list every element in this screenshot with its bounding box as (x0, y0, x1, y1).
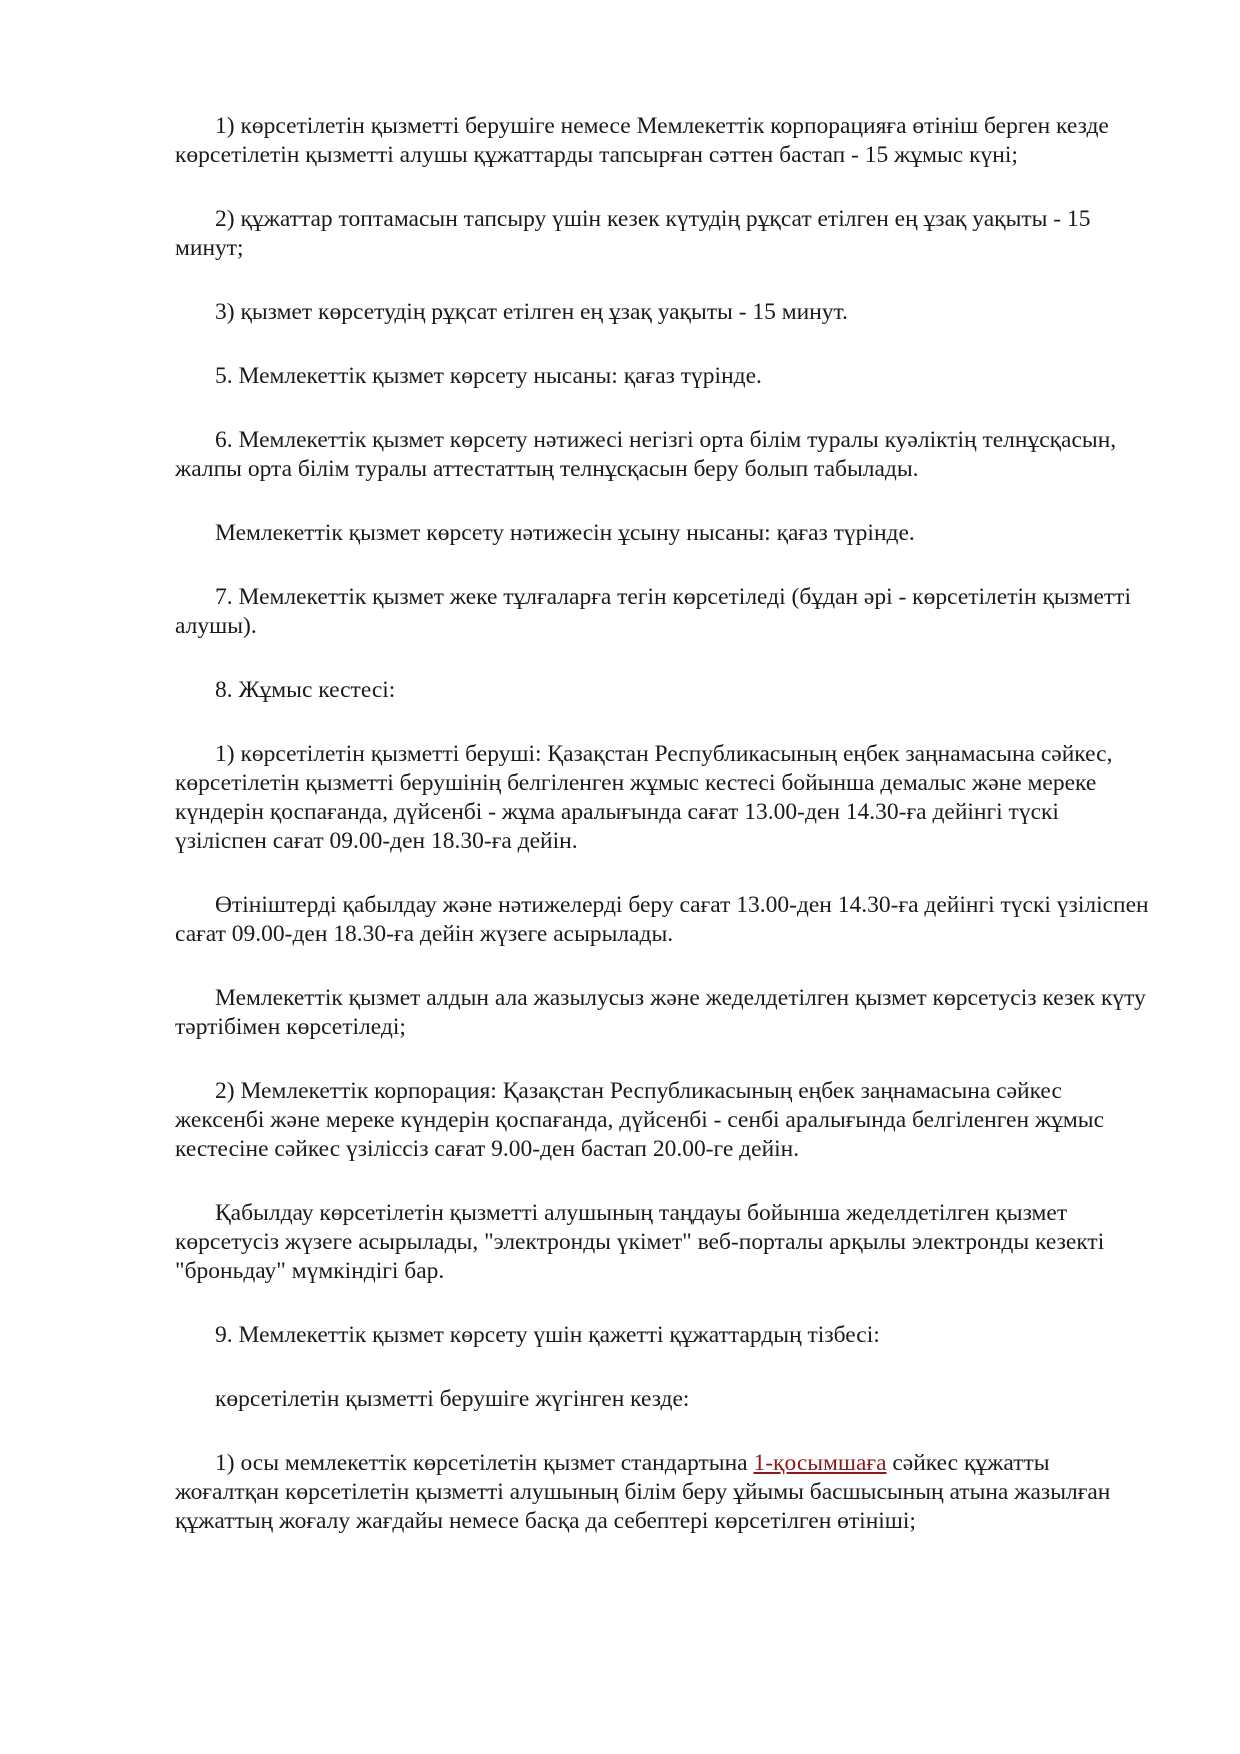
paragraph-10: Өтініштерді қабылдау және нәтижелерді беру сағат 13.00-ден 14.30-ға дейінгі түскі үзіліспен сағат 09.00-ден 18.30-ға дейін жүзеге асырылады. (175, 892, 1149, 947)
paragraph-4: 5. Мемлекеттік қызмет көрсету нысаны: қағаз түрінде. (215, 363, 762, 389)
paragraph-9: 1) көрсетілетін қызметті беруші: Қазақстан Республикасының еңбек заңнамасына сәйкес, көрсетілетін қызметті берушінің белгіленген жұмыс кестесі бойынша демалыс және мереке күндерін қоспағанда, дүйсенбі - жұма аралығында сағат 13.00-ден 14.30-ға дейінгі түскі үзіліспен сағат 09.00-ден 18.30-ға дейін. (175, 741, 1113, 854)
document-body (175, 112, 1155, 1536)
paragraph-7: 7. Мемлекеттік қызмет жеке тұлғаларға тегін көрсетіледі (бұдан әрі - көрсетілетін қызметті алушы). (175, 584, 1131, 639)
appendix-1-link[interactable]: 1-қосымшаға (753, 1450, 887, 1476)
paragraph-11: Мемлекеттік қызмет алдын ала жазылусыз және жеделдетілген қызмет көрсетусіз кезек күту тәртібімен көрсетіледі; (175, 985, 1146, 1040)
paragraph-3: 3) қызмет көрсетудің рұқсат етілген ең ұзақ уақыты - 15 минут. (215, 299, 848, 325)
paragraph-13: Қабылдау көрсетілетін қызметті алушының таңдауы бойынша жеделдетілген қызмет көрсетусіз жүзеге асырылады, "электронды үкімет" веб-порталы арқылы электронды кезекті "броньдау" мүмкіндігі бар. (175, 1200, 1105, 1284)
paragraph-12: 2) Мемлекеттік корпорация: Қазақстан Республикасының еңбек заңнамасына сәйкес жексенбі және мереке күндерін қоспағанда, дүйсенбі - сенбі аралығында белгіленген жұмыс кестесіне сәйкес үзіліссіз сағат 9.00-ден бастап 20.00-ге дейін. (175, 1078, 1105, 1162)
paragraph-1: 1) көрсетілетін қызметті берушіге немесе Мемлекеттік корпорацияға өтініш берген кезде көрсетілетін қызметті алушы құжаттарды тапсырған сәттен бастап - 15 жұмыс күні; (175, 113, 1109, 168)
paragraph-16-text-start: 1) осы мемлекеттік көрсетілетін қызмет стандартына (215, 1450, 754, 1476)
paragraph-16-text-end: сәйкес құжатты жоғалтқан көрсетілетін қызметті алушының білім беру ұйымы басшысының атына жазылған құжаттың жоғалу жағдайы немесе басқа да себептері көрсетілген өтініші; (175, 1450, 1111, 1534)
paragraph-16 (175, 1449, 1155, 1536)
paragraph-6: Мемлекеттік қызмет көрсету нәтижесін ұсыну нысаны: қағаз түрінде. (215, 520, 915, 546)
paragraph-5: 6. Мемлекеттік қызмет көрсету нәтижесі негізгі орта білім туралы куәліктің телнұсқасын, жалпы орта білім туралы аттестаттың телнұсқасын беру болып табылады. (175, 427, 1117, 482)
paragraph-14: 9. Мемлекеттік қызмет көрсету үшін қажетті құжаттардың тізбесі: (215, 1322, 880, 1348)
paragraph-8: 8. Жұмыс кестесі: (215, 677, 396, 703)
paragraph-2: 2) құжаттар топтамасын тапсыру үшін кезек күтудің рұқсат етілген ең ұзақ уақыты - 15 минут; (175, 206, 1091, 261)
paragraph-15: көрсетілетін қызметті берушіге жүгінген кезде: (215, 1386, 690, 1412)
